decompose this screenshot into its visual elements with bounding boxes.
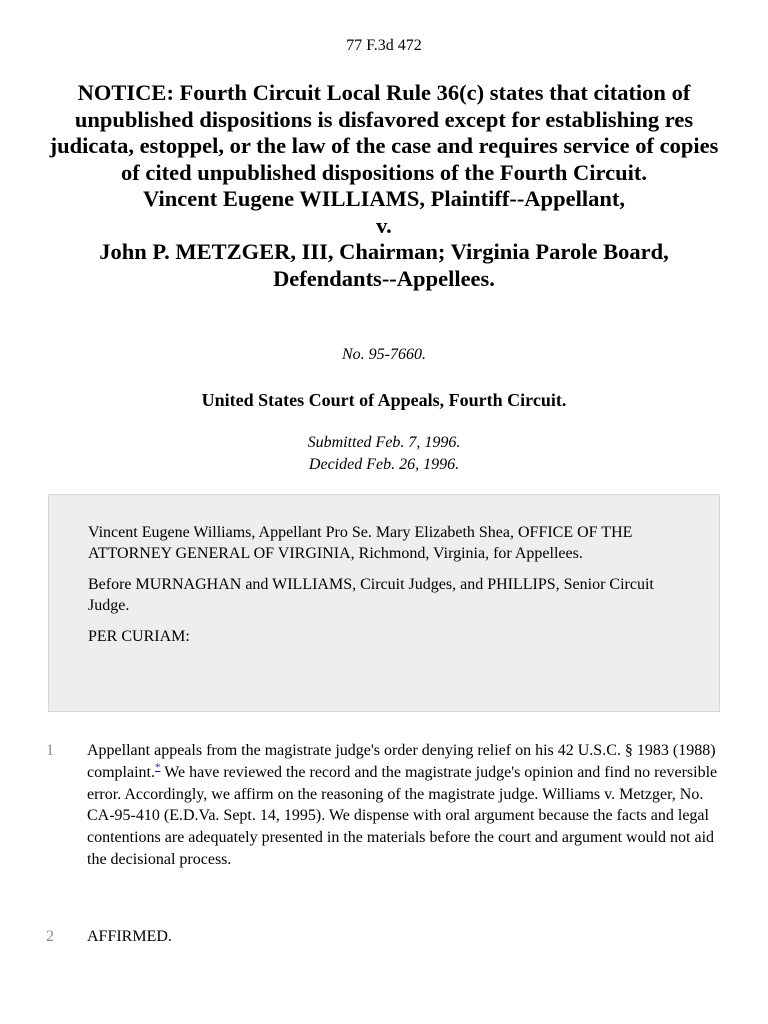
plaintiff-party: Vincent Eugene WILLIAMS, Plaintiff--Appellant,	[143, 186, 625, 211]
paragraph-number: 1	[46, 742, 54, 759]
submitted-date: Submitted Feb. 7, 1996.	[307, 434, 461, 451]
per-curiam-label: PER CURIAM:	[88, 628, 190, 645]
case-dates	[0, 432, 768, 476]
counsel-text: Vincent Eugene Williams, Appellant Pro Se. Mary Elizabeth Shea, OFFICE OF THE ATTORNEY GENERAL OF VIRGINIA, Richmond, Virginia, for Appellees.	[88, 524, 633, 562]
docket-number: No. 95-7660.	[342, 346, 426, 363]
paragraph-text-end: We have reviewed the record and the magistrate judge's opinion and find no reversible error. Accordingly, we affirm on the reasoning of the magistrate judge. Williams v. Metzger, No. CA-95-410 (E.D.Va. Sept. 14, 1995). We dispense with oral argument because the facts and legal contentions are adequately presented in the materials before the court and argument would not aid the decisional process.	[87, 763, 718, 868]
paragraph-number: 2	[46, 928, 54, 945]
versus-label: v.	[376, 212, 392, 238]
case-citation: 77 F.3d 472	[346, 37, 422, 54]
opinion-paragraph	[0, 926, 768, 948]
defendant-party: John P. METZGER, III, Chairman; Virginia Parole Board, Defendants--Appellees.	[99, 239, 669, 291]
disposition-text: AFFIRMED.	[87, 928, 172, 945]
prelims-box	[48, 494, 720, 712]
paragraph-text-start: Appellant appeals from the magistrate judge's order denying relief on his 42 U.S.C. § 1983 (1988) complaint.	[87, 742, 716, 781]
case-heading	[40, 80, 728, 292]
unpublished-notice: NOTICE: Fourth Circuit Local Rule 36(c) states that citation of unpublished dispositions is disfavored except for establishing res judicata, estoppel, or the law of the case and requires service of copies of cited unpublished dispositions of the Fourth Circuit.	[49, 80, 719, 185]
decided-date: Decided Feb. 26, 1996.	[308, 456, 460, 473]
panel-text: Before MURNAGHAN and WILLIAMS, Circuit Judges, and PHILLIPS, Senior Circuit Judge.	[88, 576, 654, 614]
court-name: United States Court of Appeals, Fourth Circuit.	[201, 390, 567, 410]
paragraph-text	[87, 740, 727, 871]
footnote-link[interactable]: *	[154, 761, 161, 774]
opinion-paragraph	[0, 740, 768, 871]
